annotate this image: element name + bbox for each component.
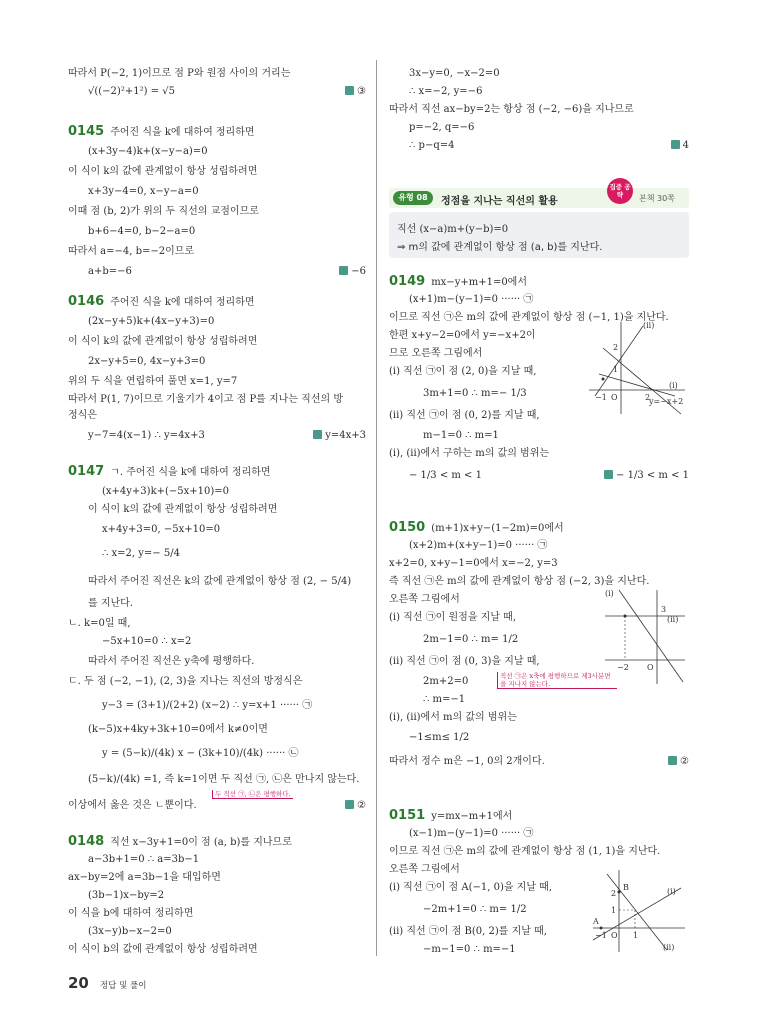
text-line: 이므로 직선 ㉠은 m의 값에 관계없이 항상 점 (−1, 1)을 지난다. — [389, 312, 669, 323]
text-line: (k−5)x+4ky+3k+10=0에서 k≠0이면 — [88, 724, 268, 735]
tick-label: 1 — [613, 365, 619, 374]
note-tag: 두 직선 ㉠, ㉡은 평행하다. — [212, 790, 293, 799]
answer-box-icon — [604, 470, 613, 479]
answer: ③ — [345, 86, 366, 98]
text-line: 오른쪽 그림에서 — [389, 864, 460, 875]
equation: −m−1=0 ∴ m=−1 — [423, 944, 516, 955]
text-line: 따라서 a=−4, b=−2이므로 — [68, 246, 195, 257]
text-line: 따라서 P(−2, 1)이므로 점 P와 원점 사이의 거리는 — [68, 68, 291, 79]
tick-label: 2 — [645, 393, 651, 402]
equation: −5x+10=0 ∴ x=2 — [102, 636, 192, 647]
text-line: 주어진 식을 k에 대하여 정리하면 — [110, 127, 255, 138]
text-line: 이 식을 b에 대하여 정리하면 — [68, 908, 194, 919]
graph-label: (i) — [667, 887, 676, 896]
banner-title: 정점을 지나는 직선의 활용 — [441, 196, 558, 207]
equation: (x+2)m+(x+y−1)=0 ······ ㉠ — [409, 540, 548, 551]
text-line: 이때 점 (b, 2)가 위의 두 직선의 교점이므로 — [68, 206, 259, 217]
text-line: (i), (ii)에서 구하는 m의 값의 범위는 — [389, 448, 550, 459]
answer-box-icon — [345, 86, 354, 95]
graph-label: y=−x+2 — [649, 397, 684, 406]
equation: x+3y−4=0, x−y−a=0 — [88, 186, 199, 197]
text-line: 이 식이 k의 값에 관계없이 항상 성립하려면 — [68, 336, 258, 347]
text-line: 오른쪽 그림에서 — [389, 594, 460, 605]
answer: y=4x+3 — [313, 430, 366, 442]
line-ii — [595, 326, 643, 396]
text-line: 이 식이 k의 값에 관계없이 항상 성립하려면 — [88, 504, 278, 515]
text-line: 를 지난다. — [88, 598, 133, 609]
problem-number: 0150 — [389, 520, 426, 535]
text-line: 므로 오른쪽 그림에서 — [389, 348, 483, 359]
text-line: (i), (ii)에서 m의 값의 범위는 — [389, 712, 517, 723]
equation: 3m+1=0 ∴ m=− 1/3 — [423, 388, 527, 399]
page-footer — [68, 973, 146, 992]
tick-label: 1 — [611, 906, 617, 915]
answer: −6 — [339, 266, 366, 278]
answer-box-icon — [339, 266, 348, 275]
point-label: A — [593, 917, 599, 926]
equation: (x+4y+3)k+(−5x+10)=0 — [102, 486, 230, 497]
tick-label: −1 — [595, 931, 607, 940]
tick-label: 2 — [613, 343, 619, 352]
graph-0149 — [585, 318, 689, 418]
text-line: mx−y+m+1=0에서 — [431, 277, 528, 288]
problem-number: 0149 — [389, 274, 426, 289]
focus-pill: 집중 공략 — [607, 178, 633, 204]
equation: b+6−4=0, b−2−a=0 — [88, 226, 196, 237]
graph-label: (i) — [605, 589, 614, 598]
text-line: 따라서 직선 ax−by=2는 항상 점 (−2, −6)을 지나므로 — [389, 104, 634, 115]
tick-label: 1 — [633, 931, 639, 940]
text-line: y=mx−m+1에서 — [431, 811, 513, 822]
text-line: 한편 x+y−2=0에서 y=−x+2이 — [389, 330, 536, 341]
problem-number: 0151 — [389, 808, 426, 823]
page-number: 20 — [68, 974, 89, 992]
text-line: 주어진 식을 k에 대하여 정리하면 — [110, 297, 255, 308]
equation: 2m+2=0 — [423, 676, 469, 687]
text-line: ax−by=2에 a=3b−1을 대입하면 — [68, 872, 221, 883]
text-line: (m+1)x+y−(1−2m)=0에서 — [431, 523, 564, 534]
note-tag: 직선 ㉠은 x축에 평행하므로 제3사분면을 지나지 않는다. — [497, 672, 617, 689]
text-line: 이므로 직선 ㉠은 m의 값에 관계없이 항상 점 (1, 1)을 지난다. — [389, 846, 661, 857]
problem-number: 0145 — [68, 124, 105, 139]
type-banner — [389, 183, 689, 272]
text-line: 이상에서 옳은 것은 ㄴ뿐이다. — [68, 800, 197, 811]
tick-label: −2 — [617, 663, 629, 672]
equation: (2x−y+5)k+(4x−y+3)=0 — [88, 316, 215, 327]
equation: y = (5−k)/(4k) x − (3k+10)/(4k) ······ ㉡ — [102, 748, 299, 759]
graph-label: (ii) — [663, 943, 675, 952]
equation: 2m−1=0 ∴ m= 1/2 — [423, 634, 519, 645]
equation: (x+3y−4)k+(x−y−a)=0 — [88, 146, 208, 157]
text-line: (i) 직선 ㉠이 점 (2, 0)을 지날 때, — [389, 366, 537, 377]
graph-label: (i) — [669, 381, 678, 390]
text-line: x+2=0, x+y−1=0에서 x=−2, y=3 — [389, 558, 558, 569]
equation: ∴ x=2, y=− 5/4 — [102, 548, 180, 559]
text-line: ㄱ. 주어진 식을 k에 대하여 정리하면 — [110, 467, 271, 478]
text-line: (ii) 직선 ㉠이 점 (0, 2)를 지날 때, — [389, 410, 540, 421]
page-reference: 본책 30쪽 — [639, 194, 675, 203]
equation: m−1=0 ∴ m=1 — [423, 430, 499, 441]
tick-label: O — [647, 663, 654, 672]
text-line: ㄷ. 두 점 (−2, −1), (2, 3)을 지나는 직선의 방정식은 — [68, 676, 303, 687]
point-a — [600, 927, 603, 930]
answer: ② — [345, 800, 366, 812]
equation: x+4y+3=0, −5x+10=0 — [102, 524, 221, 535]
text-line: 이 식이 b의 값에 관계없이 항상 성립하려면 — [68, 944, 258, 955]
text-line: (ii) 직선 ㉠이 점 (0, 3)을 지날 때, — [389, 656, 540, 667]
type-badge: 유형 08 — [393, 191, 433, 205]
problem-number: 0148 — [68, 834, 105, 849]
text-line: (i) 직선 ㉠이 원점을 지날 때, — [389, 612, 517, 623]
equation: y−3 = (3+1)/(2+2) (x−2) ∴ y=x+1 ······ ㉠ — [102, 700, 313, 711]
tick-label: O — [611, 931, 618, 940]
text-line: 따라서 주어진 직선은 k의 값에 관계없이 항상 점 (2, − 5/4) — [88, 576, 352, 587]
column-divider — [376, 60, 377, 956]
answer: − 1/3 < m < 1 — [604, 470, 689, 482]
answer: 4 — [671, 140, 689, 152]
equation: − 1/3 < m < 1 — [409, 470, 482, 481]
point-b — [618, 891, 621, 894]
graph-label: (ii) — [667, 615, 679, 624]
point-label: B — [623, 883, 629, 892]
equation: 2x−y+5=0, 4x−y+3=0 — [88, 356, 206, 367]
equation: −2m+1=0 ∴ m= 1/2 — [423, 904, 527, 915]
text-line: (ii) 직선 ㉠이 점 B(0, 2)를 지날 때, — [389, 926, 547, 937]
tick-label: 3 — [661, 605, 667, 614]
text-line: 직선 x−3y+1=0이 점 (a, b)를 지나므로 — [110, 837, 292, 848]
answer-box-icon — [313, 430, 322, 439]
equation: ∴ x=−2, y=−6 — [409, 86, 483, 97]
footer-label: 정답 및 풀이 — [99, 981, 147, 991]
text-line: (i) 직선 ㉠이 점 A(−1, 0)을 지날 때, — [389, 882, 553, 893]
banner-line: ⇒ m의 값에 관계없이 항상 점 (a, b)를 지난다. — [397, 242, 603, 253]
text-line: 즉 직선 ㉠은 m의 값에 관계없이 항상 점 (−2, 3)을 지난다. — [389, 576, 650, 587]
equation: (3b−1)x−by=2 — [88, 890, 165, 901]
equation: (x−1)m−(y−1)=0 ······ ㉠ — [409, 828, 534, 839]
equation: p=−2, q=−6 — [409, 122, 475, 133]
text-line: √((−2)²+1²) = √5 — [88, 86, 175, 97]
equation: a+b=−6 — [88, 266, 132, 277]
tick-label: −1 — [595, 393, 607, 402]
equation: (3x−y)b−x−2=0 — [88, 926, 172, 937]
graph-label: (ii) — [643, 321, 655, 330]
text-line: ㄴ. k=0일 때, — [68, 618, 131, 629]
equation: ∴ p−q=4 — [409, 140, 455, 151]
graph-0151 — [589, 866, 689, 956]
text-line: (5−k)/(4k) =1, 즉 k=1이면 두 직선 ㉠, ㉡은 만나지 않는다. — [88, 774, 360, 785]
tick-label: 2 — [611, 889, 617, 898]
graph-0150 — [601, 586, 689, 686]
tick-label: O — [611, 393, 618, 402]
text-line: 정식은 — [68, 410, 97, 421]
text-line: 이 식이 k의 값에 관계없이 항상 성립하려면 — [68, 166, 258, 177]
equation: −1≤m≤ 1/2 — [409, 732, 470, 743]
point-neg2-3 — [624, 615, 627, 618]
problem-number: 0147 — [68, 464, 105, 479]
equation: ∴ m=−1 — [423, 694, 466, 705]
text-line: 위의 두 식을 연립하여 풀면 x=1, y=7 — [68, 376, 238, 387]
point-neg1-1 — [602, 378, 605, 381]
text-line: 따라서 정수 m은 −1, 0의 2개이다. — [389, 756, 545, 767]
equation: (x+1)m−(y−1)=0 ······ ㉠ — [409, 294, 534, 305]
answer-box-icon — [671, 140, 680, 149]
text-line: 따라서 P(1, 7)이므로 기울기가 4이고 점 P를 지나는 직선의 방 — [68, 394, 343, 405]
text-line: 따라서 주어진 직선은 y축에 평행하다. — [88, 656, 255, 667]
answer-box-icon — [345, 800, 354, 809]
equation: a−3b+1=0 ∴ a=3b−1 — [88, 854, 200, 865]
answer: ② — [668, 756, 689, 768]
answer-box-icon — [668, 756, 677, 765]
equation: 3x−y=0, −x−2=0 — [409, 68, 500, 79]
banner-content — [389, 212, 689, 258]
banner-line: 직선 (x−a)m+(y−b)=0 — [397, 224, 509, 235]
problem-number: 0146 — [68, 294, 105, 309]
equation: y−7=4(x−1) ∴ y=4x+3 — [88, 430, 205, 441]
